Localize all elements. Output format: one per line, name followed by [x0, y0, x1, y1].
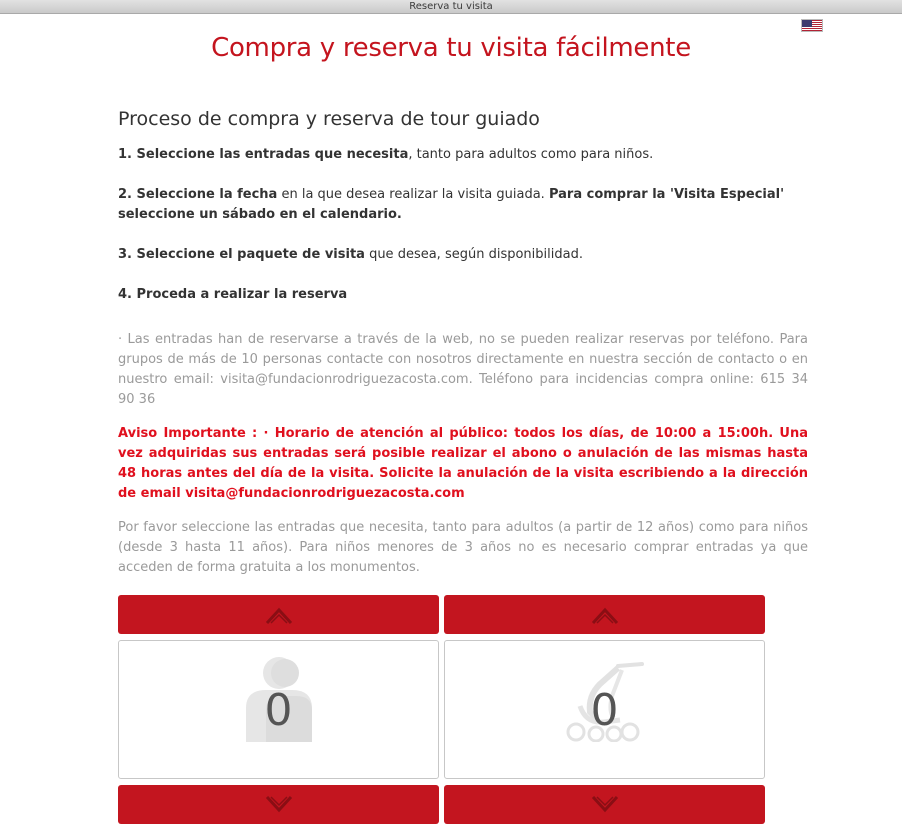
step-3	[118, 245, 808, 265]
step-2-bold-note: Para comprar la 'Visita Especial' seleccione un sábado en el calendario.	[118, 187, 785, 222]
page-title: Compra y reserva tu visita fácilmente	[211, 33, 691, 63]
child-increment-button[interactable]	[444, 595, 765, 634]
us-flag-icon[interactable]	[801, 19, 823, 32]
step-4-bold: 4. Proceda a realizar la reserva	[118, 287, 348, 302]
chevron-up-icon	[591, 605, 619, 625]
step-1-text: , tanto para adultos como para niños.	[408, 147, 654, 162]
adult-decrement-button[interactable]	[118, 785, 439, 824]
important-warning: Aviso Importante : · Horario de atención al público: todos los días, de 10:00 a 15:00h. Una vez adquiridas sus entradas será posible realizar el abono o anulación de las mismas hasta 48 horas antes del día de la visita. Solicite la anulación de la visita escribiendo a la dirección de email visita@fundacionrodriguezacosta.com	[118, 426, 808, 501]
step-3-bold: 3. Seleccione el paquete de visita	[118, 247, 365, 262]
step-2-bold: 2. Seleccione la fecha	[118, 187, 278, 202]
chevron-up-icon	[265, 605, 293, 625]
adult-count: 0	[264, 685, 293, 736]
section-title: Proceso de compra y reserva de tour guiado	[118, 108, 540, 130]
chevron-down-icon	[591, 795, 619, 815]
step-2-text: en la que desea realizar la visita guiada.	[277, 187, 549, 202]
window-titlebar	[0, 0, 902, 14]
child-ticket-selector	[444, 595, 765, 824]
step-2	[118, 185, 808, 225]
child-count: 0	[590, 685, 619, 736]
booking-note: · Las entradas han de reservarse a través de la web, no se pueden realizar reservas por teléfono. Para grupos de más de 10 personas contacte con nosotros directamente en nuestra sección de contacto o en nuestro email: visita@fundacionrodriguezacosta.com. Teléfono para incidencias compra online: 615 34 90 36	[118, 332, 808, 407]
step-3-text: que desea, según disponibilidad.	[364, 247, 583, 262]
window-title: Reserva tu visita	[409, 1, 493, 12]
step-4	[118, 285, 808, 305]
instructions	[118, 107, 808, 578]
child-counter	[444, 640, 765, 779]
adult-counter	[118, 640, 439, 779]
step-1-bold: 1. Seleccione las entradas que necesita	[118, 147, 409, 162]
adult-increment-button[interactable]	[118, 595, 439, 634]
flag-canton	[802, 20, 812, 27]
child-decrement-button[interactable]	[444, 785, 765, 824]
ticket-info: Por favor seleccione las entradas que necesita, tanto para adultos (a partir de 12 años) como para niños (desde 3 hasta 11 años). Para niños menores de 3 años no es necesario comprar entradas ya que acceden de forma gratuita a los monumentos.	[118, 520, 808, 575]
chevron-down-icon	[265, 795, 293, 815]
adult-ticket-selector	[118, 595, 439, 824]
step-1	[118, 145, 808, 165]
